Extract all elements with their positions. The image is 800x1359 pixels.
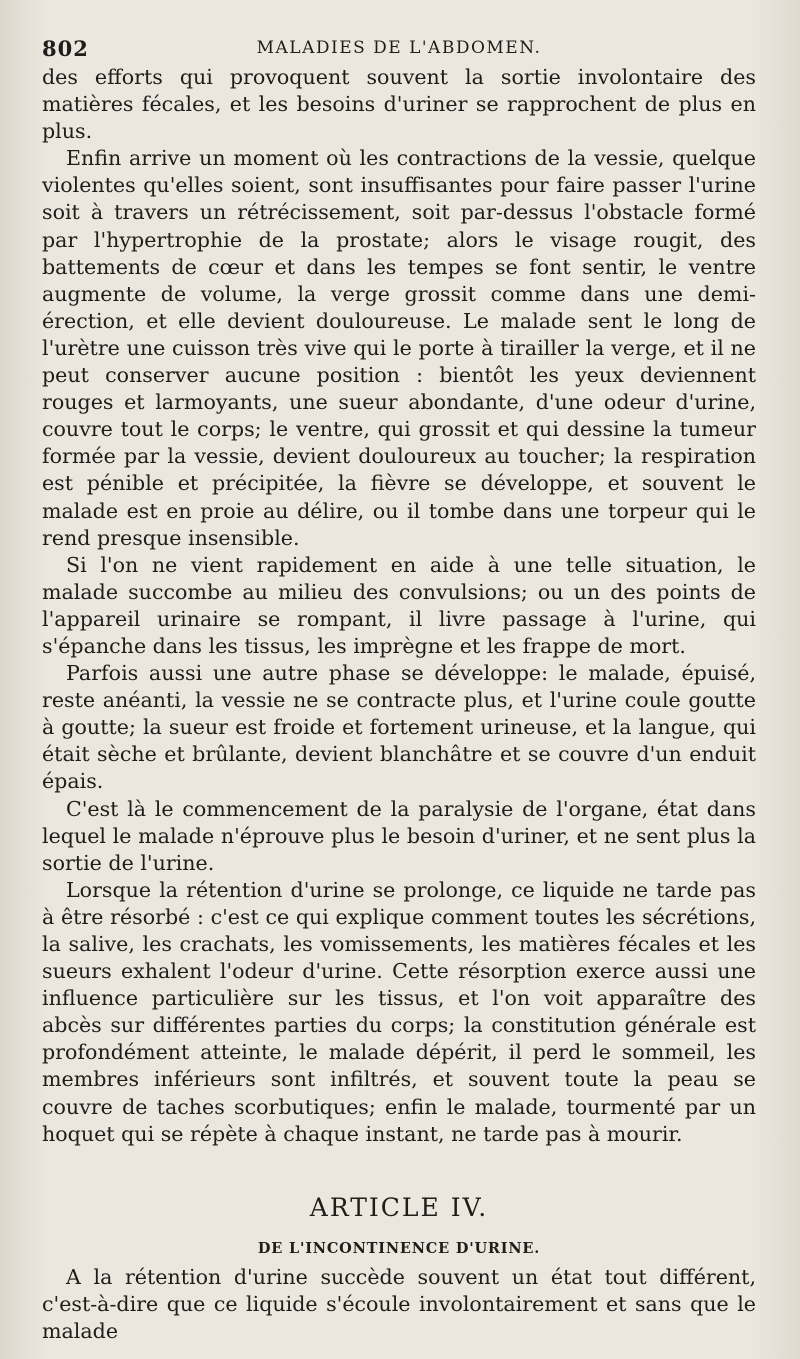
paragraph: Enfin arrive un moment où les contractions de la vessie, quelque violentes qu'elles soient, sont insuffisantes pour faire passer l'urine soit à travers un rétrécissement, soit par-dessus l'obstacle formé par l'hypertrophie de la prostate; alors le visage rougit, des battements de cœur et dans les tempes se font sentir, le ventre augmente de volume, la verge grossit comme dans une demi-érection, et elle devient douloureuse. Le malade sent le long de l'urètre une cuisson très vive qui le porte à tirailler la verge, et il ne peut conserver aucune position : bientôt les yeux deviennent rouges et larmoyants, une sueur abondante, d'une odeur d'urine, couvre tout le corps; le ventre, qui grossit et qui dessine la tumeur formée par la vessie, devient douloureux au toucher; la respiration est pénible et précipitée, la fièvre se développe, et souvent le malade est en proie au délire, ou il tombe dans une torpeur qui le rend presque insensible. [42, 146, 756, 550]
paragraph: Parfois aussi une autre phase se développe: le malade, épuisé, reste anéanti, la vessie ne se contracte plus, et l'urine coule goutte à goutte; la sueur est froide et fortement urineuse, et la langue, qui était sèche et brûlante, devient blanchâtre et se couvre d'un enduit épais. [42, 661, 756, 794]
paragraph-continued: des efforts qui provoquent souvent la sortie involontaire des matières fécales, et les besoins d'uriner se rapprochent de plus en plus. [42, 65, 756, 144]
paragraph: A la rétention d'urine succède souvent un état tout différent, c'est-à-dire que ce liquide s'écoule involontairement et sans que le malade [42, 1264, 756, 1343]
paragraph: C'est là le commencement de la paralysie de l'organe, état dans lequel le malade n'éprouve plus le besoin d'uriner, et ne sent plus la sortie de l'urine. [42, 796, 756, 875]
page-number: 802 [42, 36, 89, 61]
running-title: MALADIES DE L'ABDOMEN. [256, 38, 542, 58]
article-heading: ARTICLE IV. [309, 1192, 489, 1222]
article-subheading: DE L'INCONTINENCE D'URINE. [257, 1239, 541, 1257]
paragraph: Si l'on ne vient rapidement en aide à une telle situation, le malade succombe au milieu des convulsions; ou un des points de l'appareil urinaire se rompant, il livre passage à l'urine, qui s'épanche dans les tissus, les imprègne et les frappe de mort. [42, 552, 756, 658]
running-head [42, 30, 756, 64]
body-text [42, 64, 756, 1345]
paragraph: Lorsque la rétention d'urine se prolonge, ce liquide ne tarde pas à être résorbé : c'est ce qui explique comment toutes les sécrétions, la salive, les crachats, les vomissements, les matières fécales et les sueurs exhalent l'odeur d'urine. Cette résorption exerce aussi une influence particulière sur les tissus, et l'on voit apparaître des abcès sur différentes parties du corps; la constitution générale est profondément atteinte, le malade dépérit, il perd le sommeil, les membres inférieurs sont infiltrés, et souvent toute la peau se couvre de taches scorbutiques; enfin le malade, tourmenté par un hoquet qui se répète à chaque instant, ne tarde pas à mourir. [42, 877, 756, 1146]
